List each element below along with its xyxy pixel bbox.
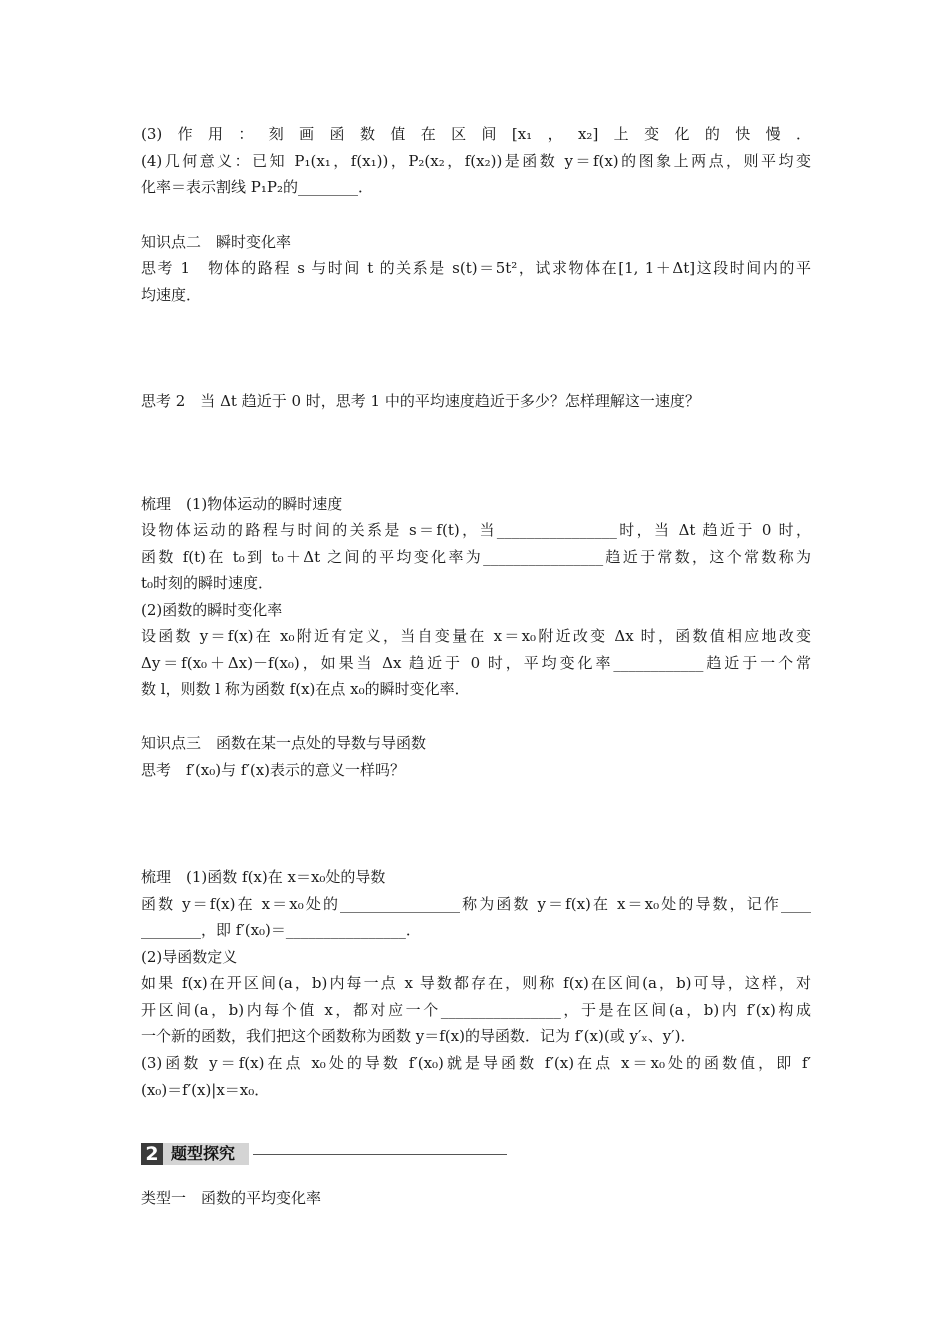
text-line: (3)函数 y＝f(x)在点 x₀处的导数 f′(x₀)就是导函数 f′(x)在点 x＝x₀处的函数值，即 f′ bbox=[141, 1054, 811, 1072]
text-line: (3)作用：刻画函数值在区间[x₁，x₂]上变化的快慢． bbox=[141, 125, 811, 143]
text-line: 函数 f(t)在 t₀到 t₀＋Δt 之间的平均变化率为________________趋近于常数，这个常数称为 bbox=[141, 548, 811, 566]
text-line: 化率＝表示割线 P₁P₂的________． bbox=[141, 178, 373, 196]
text-line: 一个新的函数，我们把这个函数称为函数 y＝f(x)的导函数．记为 f′(x)(或 y′ₓ、y′)． bbox=[141, 1027, 696, 1045]
section-number-badge: 2 bbox=[141, 1143, 163, 1165]
text-line: 均速度． bbox=[141, 286, 202, 304]
text-line: 思考 f′(x₀)与 f′(x)表示的意义一样吗？ bbox=[141, 761, 406, 779]
text-line: 梳理 (1)函数 f(x)在 x＝x₀处的导数 bbox=[141, 868, 386, 886]
text-line: 思考 2 当 Δt 趋近于 0 时，思考 1 中的平均速度趋近于多少？怎样理解这一速度？ bbox=[141, 392, 700, 410]
text-line: 开区间(a，b)内每个值 x，都对应一个________________，于是在区间(a，b)内 f′(x)构成 bbox=[141, 1001, 811, 1019]
text-line: t₀时刻的瞬时速度． bbox=[141, 574, 274, 592]
section-title: 题型探究 bbox=[163, 1143, 249, 1165]
text-line: (2)函数的瞬时变化率 bbox=[141, 601, 283, 619]
text-line: 设物体运动的路程与时间的关系是 s＝f(t)，当________________时，当 Δt 趋近于 0 时， bbox=[141, 521, 811, 539]
text-line: 数 l，则数 l 称为函数 f(x)在点 x₀的瞬时变化率． bbox=[141, 680, 470, 698]
text-line: 如果 f(x)在开区间(a，b)内每一点 x 导数都存在，则称 f(x)在区间(a，b)可导，这样，对 bbox=[141, 974, 811, 992]
text-line: (4)几何意义：已知 P₁(x₁，f(x₁))，P₂(x₂，f(x₂))是函数 y＝f(x)的图象上两点，则平均变 bbox=[141, 152, 811, 170]
section-divider bbox=[253, 1154, 507, 1155]
text-line: ________，即 f′(x₀)＝________________． bbox=[141, 921, 421, 939]
text-line: 设函数 y＝f(x)在 x₀附近有定义，当自变量在 x＝x₀附近改变 Δx 时，函数值相应地改变 bbox=[141, 627, 811, 645]
section-banner bbox=[141, 1142, 507, 1166]
section-heading: 知识点三 函数在某一点处的导数与导函数 bbox=[141, 734, 427, 752]
text-line: 思考 1 物体的路程 s 与时间 t 的关系是 s(t)＝5t²，试求物体在[1, 1＋Δt]这段时间内的平 bbox=[141, 259, 811, 277]
section-heading: 类型一 函数的平均变化率 bbox=[141, 1189, 322, 1207]
text-line: 函数 y＝f(x)在 x＝x₀处的________________称为函数 y＝f(x)在 x＝x₀处的导数，记作____ bbox=[141, 895, 811, 913]
text-line: Δy＝f(x₀＋Δx)－f(x₀)，如果当 Δx 趋近于 0 时，平均变化率____________趋近于一个常 bbox=[141, 654, 811, 672]
text-line: (x₀)＝f′(x)|x＝x₀． bbox=[141, 1081, 270, 1099]
section-heading: 知识点二 瞬时变化率 bbox=[141, 233, 292, 251]
text-line: (2)导函数定义 bbox=[141, 948, 238, 966]
text-line: 梳理 (1)物体运动的瞬时速度 bbox=[141, 495, 343, 513]
